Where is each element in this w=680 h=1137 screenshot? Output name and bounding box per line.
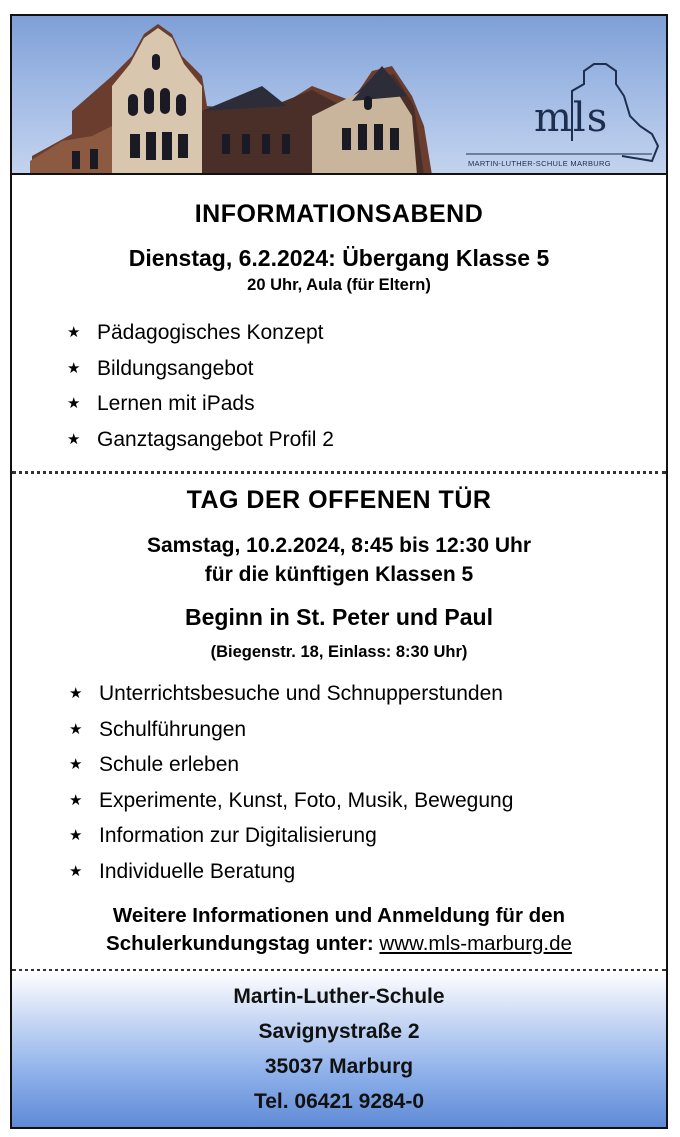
header-image xyxy=(12,16,666,175)
footer-street: Savignystraße 2 xyxy=(258,1020,420,1043)
star-icon: ★ xyxy=(69,791,83,809)
open-day-list xyxy=(69,676,513,889)
footer-city: 35037 Marburg xyxy=(264,1055,414,1078)
section-divider xyxy=(12,471,666,474)
flyer xyxy=(10,14,668,1129)
open-day-address: (Biegenstr. 18, Einlass: 8:30 Uhr) xyxy=(210,643,468,661)
open-day-start: Beginn in St. Peter und Paul xyxy=(185,604,493,630)
list-item: ★ Unterrichtsbesuche und Schnupperstunden xyxy=(69,676,513,712)
list-item: ★ Bildungsangebot xyxy=(67,351,334,387)
star-icon: ★ xyxy=(69,720,83,738)
website-link[interactable]: www.mls-marburg.de xyxy=(379,932,572,955)
footer-contact xyxy=(12,971,666,1127)
star-icon: ★ xyxy=(69,756,83,773)
footer-school-name: Martin-Luther-Schule xyxy=(233,985,445,1008)
footer-phone: Tel. 06421 9284-0 xyxy=(253,1090,425,1113)
info-evening-list xyxy=(67,315,334,457)
star-icon: ★ xyxy=(69,827,83,844)
list-item: ★ Experimente, Kunst, Foto, Musik, Bewegung xyxy=(69,783,513,819)
info-evening-date: Dienstag, 6.2.2024: Übergang Klasse 5 xyxy=(128,245,550,271)
list-item: ★ Schulführungen xyxy=(69,712,513,748)
logo-subtitle: MARTIN-LUTHER-SCHULE MARBURG xyxy=(468,159,611,168)
list-item: ★ Schule erleben xyxy=(69,747,513,783)
open-day-date: Samstag, 10.2.2024, 8:45 bis 12:30 Uhr xyxy=(146,534,532,557)
list-item: ★ Pädagogisches Konzept xyxy=(67,315,334,351)
open-day-title: TAG DER OFFENEN TÜR xyxy=(186,486,492,514)
info-evening-time: 20 Uhr, Aula (für Eltern) xyxy=(247,276,431,294)
star-icon: ★ xyxy=(67,430,81,448)
star-icon: ★ xyxy=(67,395,81,412)
list-item: ★ Ganztagsangebot Profil 2 xyxy=(67,422,334,458)
list-item: ★ Lernen mit iPads xyxy=(67,386,334,422)
list-item: ★ Individuelle Beratung xyxy=(69,854,513,890)
open-day-audience: für die künftigen Klassen 5 xyxy=(204,563,474,586)
info-evening-title: INFORMATIONSABEND xyxy=(194,200,484,228)
star-icon: ★ xyxy=(69,862,83,880)
star-icon: ★ xyxy=(67,324,81,341)
logo-text: mls xyxy=(534,95,609,141)
star-icon: ★ xyxy=(67,359,81,377)
more-info-line2: Schulerkundungstag unter: www.mls-marburg.de xyxy=(106,932,572,955)
star-icon: ★ xyxy=(69,685,83,702)
more-info-line1: Weitere Informationen und Anmeldung für den xyxy=(112,904,566,927)
list-item: ★ Information zur Digitalisierung xyxy=(69,818,513,854)
